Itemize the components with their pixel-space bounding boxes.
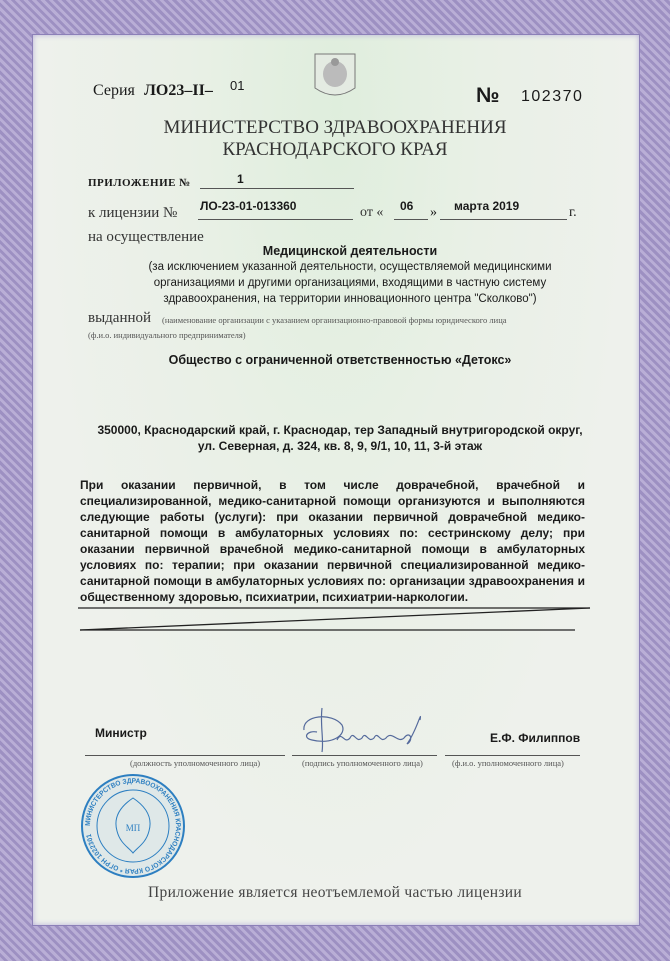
signature-caption: (подпись уполномоченного лица)	[302, 758, 423, 768]
services-line: следующие работы (услуги): при оказании первичной доврачебной медико-	[80, 510, 585, 524]
page-title-line2: КРАСНОДАРСКОГО КРАЯ	[222, 139, 448, 160]
appendix-value: 1	[237, 172, 244, 186]
page-title-line1: МИНИСТЕРСТВО ЗДРАВООХРАНЕНИЯ	[163, 117, 507, 138]
activity-note: организациями и другими организациями, входящими в частную систему	[153, 277, 547, 289]
services-line: оказании первичной врачебной медико-санитарной помощи в амбулаторных	[80, 542, 585, 556]
number-value: 102370	[521, 88, 584, 105]
series-label: Серия	[93, 82, 135, 99]
signer-position: Министр	[95, 726, 147, 740]
license-day: 06	[400, 199, 414, 213]
coat-of-arms-icon	[313, 52, 357, 102]
handwritten-signature	[292, 700, 432, 754]
stamp-text: МИНИСТЕРСТВО ЗДРАВООХРАНЕНИЯ КРАСНОДАРСКОГО КРАЯ * ОГРН 1022301	[84, 777, 182, 875]
name-caption: (ф.и.о. уполномоченного лица)	[452, 758, 564, 768]
appendix-label: ПРИЛОЖЕНИЕ №	[88, 177, 191, 189]
services-line: общественному здоровью, психиатрии, психиатрии-наркологии.	[80, 590, 469, 604]
license-month-year: марта 2019	[454, 199, 520, 213]
activity-value: Медицинской деятельности	[262, 244, 438, 258]
license-label: к лицензии №	[88, 205, 178, 221]
services-line: условиях по: терапии; при оказании первичной специализированной медико-	[80, 558, 585, 572]
services-line: При оказании первичной, в том числе доврачебной, врачебной и	[80, 478, 585, 492]
number-label: №	[476, 84, 500, 107]
official-stamp	[80, 773, 186, 879]
stamp-center: МП	[125, 823, 141, 833]
series-value: ЛО23–II–	[144, 82, 213, 99]
services-paragraph	[80, 477, 585, 605]
services-line: специализированной, медико-санитарной помощи организуются и выполняются	[80, 494, 585, 508]
signer-name: Е.Ф. Филиппов	[490, 731, 581, 745]
issued-label: выданной	[88, 310, 152, 326]
address-line: 350000, Краснодарский край, г. Краснодар, тер Западный внутригородской округ,	[97, 423, 583, 437]
activity-note: здравоохранения, на территории инновационного центра "Сколково")	[163, 293, 537, 305]
services-line: санитарной помощи в амбулаторных условиях по: сестринскому делу; при	[80, 526, 585, 540]
issued-caption: (ф.и.о. индивидуального предпринимателя)	[88, 330, 246, 340]
services-line: санитарной помощи в амбулаторных условиях по: организации здравоохранения и	[80, 574, 585, 588]
series-number: 01	[230, 78, 245, 93]
strikeout-lines	[75, 606, 595, 634]
position-caption: (должность уполномоченного лица)	[130, 758, 261, 768]
license-close-quote: »	[430, 205, 437, 220]
issued-caption: (наименование организации с указанием организационно-правовой формы юридического лица	[162, 315, 507, 325]
organization-name: Общество с ограниченной ответственностью «Детокс»	[168, 353, 512, 367]
address-line: ул. Северная, д. 324, кв. 8, 9, 9/1, 10, 11, 3-й этаж	[197, 439, 483, 453]
footer-note: Приложение является неотъемлемой частью лицензии	[148, 884, 522, 901]
license-year-suffix: г.	[569, 205, 577, 220]
activity-label: на осуществление	[88, 229, 204, 245]
activity-note: (за исключением указанной деятельности, осуществляемой медицинскими	[148, 261, 552, 273]
license-number: ЛО-23-01-013360	[200, 199, 297, 213]
license-from-label: от «	[360, 205, 384, 220]
